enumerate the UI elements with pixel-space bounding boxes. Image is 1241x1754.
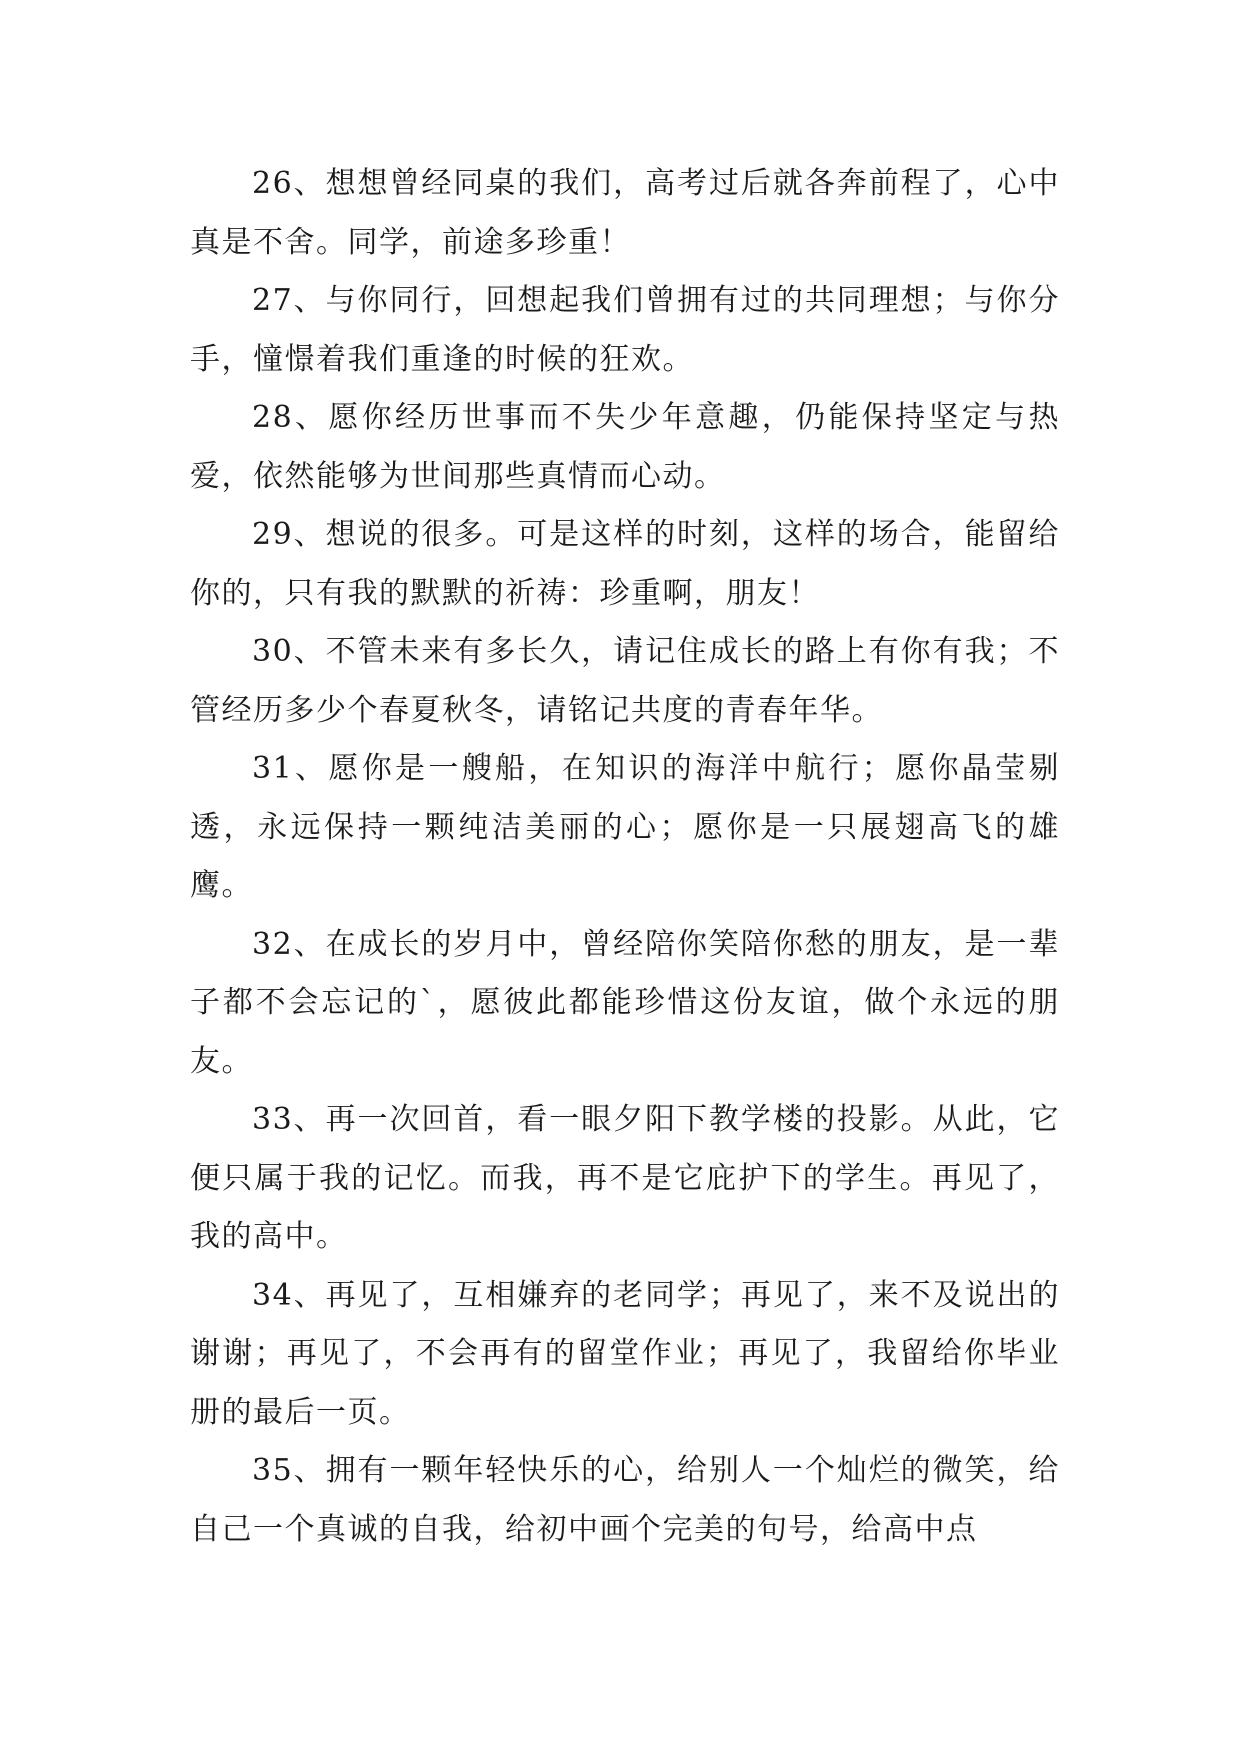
paragraph-32: 32、在成长的岁月中，曾经陪你笑陪你愁的朋友，是一辈子都不会忘记的`，愿彼此都能珍惜这份友谊，做个永远的朋友。 <box>190 926 1060 1079</box>
paragraph-33: 33、再一次回首，看一眼夕阳下教学楼的投影。从此，它便只属于我的记忆。而我，再不是它庇护下的学生。再见了，我的高中。 <box>190 1102 1060 1254</box>
document-body <box>190 155 1060 1559</box>
paragraph-35: 35、拥有一颗年轻快乐的心，给别人一个灿烂的微笑，给自己一个真诚的自我，给初中画个完美的句号，给高中点 <box>190 1453 1060 1547</box>
paragraph-34: 34、再见了，互相嫌弃的老同学；再见了，来不及说出的谢谢；再见了，不会再有的留堂作业；再见了，我留给你毕业册的最后一页。 <box>190 1277 1060 1430</box>
paragraph-31: 31、愿你是一艘船，在知识的海洋中航行；愿你晶莹剔透，永远保持一颗纯洁美丽的心；愿你是一只展翅高飞的雄鹰。 <box>190 751 1060 903</box>
paragraph-28: 28、愿你经历世事而不失少年意趣，仍能保持坚定与热爱，依然能够为世间那些真情而心动。 <box>190 400 1060 494</box>
paragraph-27: 27、与你同行，回想起我们曾拥有过的共同理想；与你分手，憧憬着我们重逢的时候的狂欢。 <box>190 283 1060 377</box>
paragraph-26: 26、想想曾经同桌的我们，高考过后就各奔前程了，心中真是不舍。同学，前途多珍重！ <box>190 166 1060 260</box>
paragraph-29: 29、想说的很多。可是这样的时刻，这样的场合，能留给你的，只有我的默默的祈祷：珍重啊，朋友！ <box>190 517 1060 611</box>
paragraph-30: 30、不管未来有多长久，请记住成长的路上有你有我；不管经历多少个春夏秋冬，请铭记共度的青春年华。 <box>190 634 1060 728</box>
